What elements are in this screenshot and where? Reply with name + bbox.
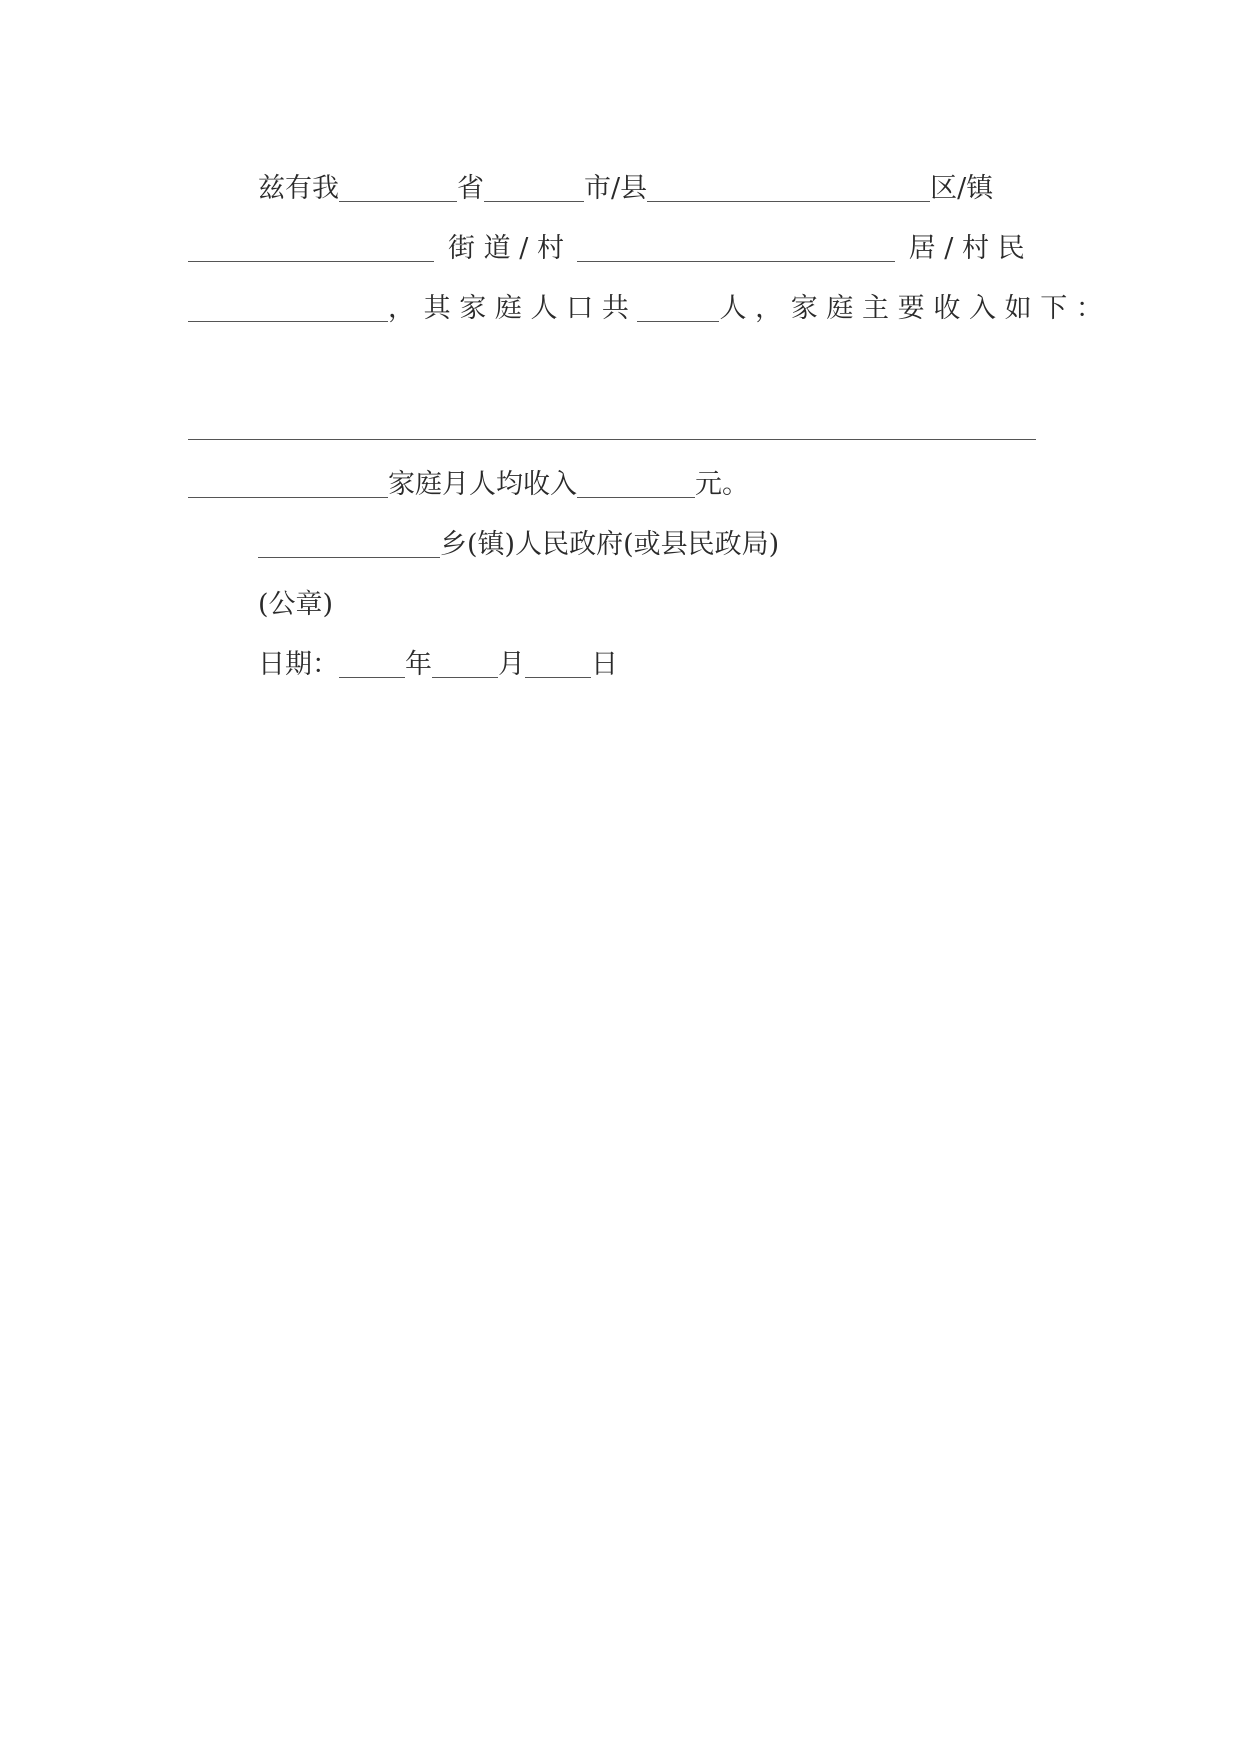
resident-label: 居/村民 <box>908 233 1034 264</box>
month-blank[interactable] <box>432 655 498 678</box>
seal-text: (公章) <box>258 589 334 620</box>
people-label: 人，家庭主要收入如下： <box>719 293 1112 324</box>
line-date <box>258 638 618 682</box>
resident-name-blank[interactable] <box>188 299 388 322</box>
authority-text: 乡(镇)人民政府(或县民政局) <box>440 529 780 560</box>
prefix-text: 兹有我 <box>258 173 339 204</box>
day-blank[interactable] <box>525 655 591 678</box>
income-details-blank[interactable] <box>188 417 1036 440</box>
province-label: 省 <box>457 173 484 204</box>
year-blank[interactable] <box>339 655 405 678</box>
household-text: ，其家庭人口共 <box>388 293 638 324</box>
line-authority <box>258 518 779 562</box>
district-blank[interactable] <box>647 179 930 202</box>
monthly-amount-blank[interactable] <box>577 475 695 498</box>
township-blank[interactable] <box>258 535 440 558</box>
year-label: 年 <box>405 649 432 680</box>
date-label: 日期： <box>258 649 339 680</box>
line-income-blank <box>188 400 1036 444</box>
line-household <box>188 282 1112 326</box>
line-address-2 <box>188 222 1033 266</box>
day-label: 日 <box>591 649 618 680</box>
street-label: 街道/村 <box>448 233 573 264</box>
income-continued-blank[interactable] <box>188 475 388 498</box>
month-label: 月 <box>498 649 525 680</box>
line-monthly-income <box>188 458 749 502</box>
street-blank[interactable] <box>188 239 434 262</box>
city-blank[interactable] <box>484 179 584 202</box>
line-seal <box>258 578 333 622</box>
province-blank[interactable] <box>339 179 457 202</box>
line-address-1 <box>258 162 993 206</box>
yuan-label: 元。 <box>695 469 749 500</box>
monthly-label: 家庭月人均收入 <box>388 469 577 500</box>
district-label: 区/镇 <box>930 173 994 204</box>
people-count-blank[interactable] <box>637 299 719 322</box>
city-label: 市/县 <box>584 173 648 204</box>
village-blank[interactable] <box>577 239 895 262</box>
